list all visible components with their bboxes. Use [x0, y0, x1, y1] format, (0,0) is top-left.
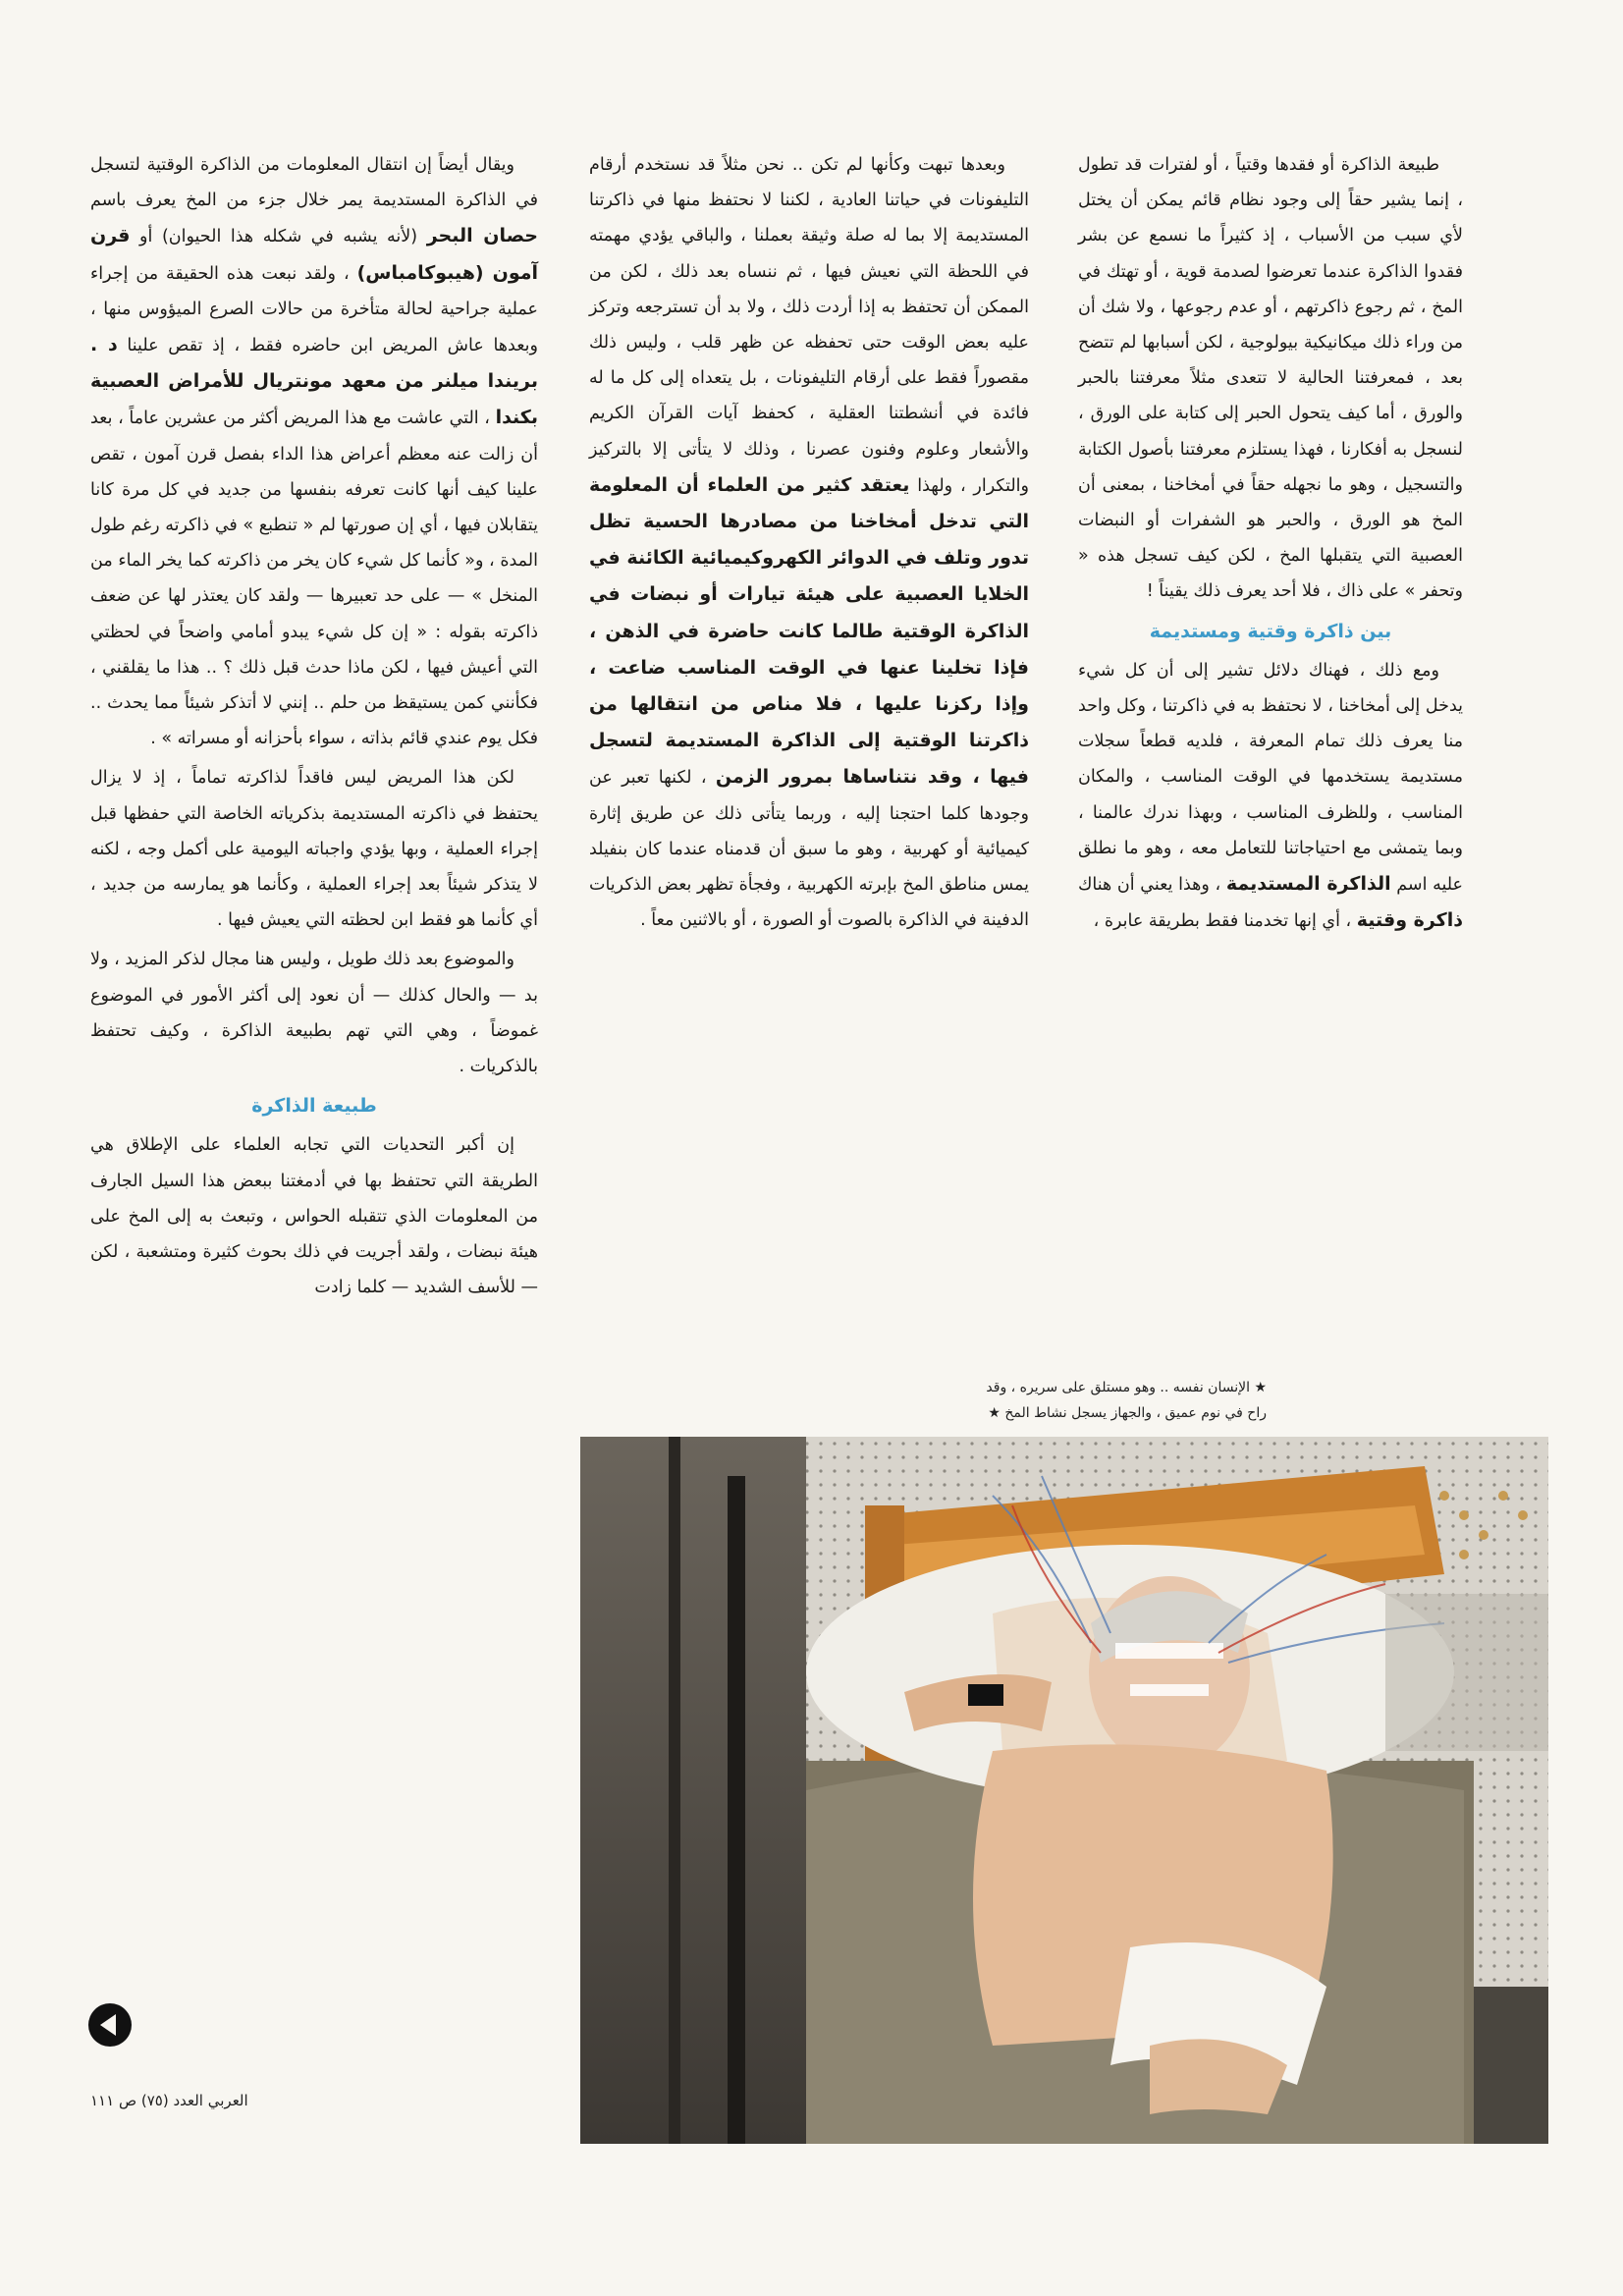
middle-column [589, 147, 1029, 938]
paragraph: ومع ذلك ، فهناك دلائل تشير إلى أن كل شيء يدخل إلى أمخاخنا ، لا نحتفظ به في ذاكرتنا ، وكل واحد منا يعرف ذلك تمام المعرفة ، فلديه قطعاً سجلات مستديمة يستخدمها في الوقت المناسب ، والمكان المناسب ، وللظرف المناسب ، وبهذا ندرك عالمنا ، وبما يتمشى مع احتياجاتنا للتعامل معه ، وهو ما نطلق عليه اسم الذاكرة المستديمة ، وهذا يعني أن هناك ذاكرة وقتية ، أي إنها تخدمنا فقط بطريقة عابرة ، [1078, 660, 1463, 932]
caption-line: راح في نوم عميق ، والجهاز يسجل نشاط المخ ★ [988, 1405, 1267, 1421]
paragraph: لكن هذا المريض ليس فاقداً لذاكرته تماماً ، إذ لا يزال يحتفظ في ذاكرته المستديمة بذكرياته الخاصة التي حفظها قبل إجراء العملية ، وبها يؤدي واجباته اليومية على أكمل وجه ، لكنه لا يتذكر شيئاً بعد إجراء العملية ، وكأنما هو يمارسه من جديد ، أي كأنما هو فقط ابن لحظته التي يعيش فيها . [90, 768, 538, 931]
bold-phrase: الذاكرة المستديمة [1225, 873, 1391, 896]
bold-phrase: ذاكرة وقتية [1356, 909, 1463, 932]
sleeping-patient-photo [580, 1437, 1548, 2144]
bold-phrase: د . بريندا ميلنر من معهد مونتريال للأمراض العصبية بكندا [90, 334, 538, 429]
paragraph: طبيعة الذاكرة أو فقدها وقتياً ، أو لفترات قد تطول ، إنما يشير حقاً إلى وجود نظام قائم يمكن أن يختل لأي سبب من الأسباب ، إذ كثيراً ما نسمع عن بشر فقدوا الذاكرة عندما تعرضوا لصدمة قوية ، أو تهتك في المخ ، ثم رجوع ذاكرتهم ، أو عدم رجوعها ، ولا شك أن من وراء ذلك ميكانيكية بيولوجية ، لكن أسبابها لم تتضح بعد ، فمعرفتنا الحالية لا تتعدى مثلاً معرفتنا بالحبر والورق ، أما كيف يتحول الحبر إلى كتابة على الورق ، لنسجل به أفكارنا ، فهذا يستلزم معرفتنا بأصول الكتابة والتسجيل ، وهو ما نجهله حقاً في أمخاخنا ، بمعنى أن المخ هو الورق ، والحبر هو الشفرات أو النبضات العصبية التي يتقبلها المخ ، لكن كيف تسجل هذه « وتحفر » على ذاك ، فلا أحد يعرف ذلك يقيناً ! [1078, 155, 1463, 602]
paragraph: والموضوع بعد ذلك طويل ، وليس هنا مجال لذكر المزيد ، ولا بد — والحال كذلك — أن نعود إلى أكثر الأمور في الموضوع غموضاً ، وهي التي تهم بطبيعة الذاكرة ، وكيف تحتفظ بالذكريات . [90, 950, 538, 1077]
paragraph: وبعدها تبهت وكأنها لم تكن .. نحن مثلاً قد نستخدم أرقام التليفونات في حياتنا العادية ، لكننا لا نحتفظ منها في ذاكرتنا المستديمة إلا بما له صلة وثيقة بعملنا ، والباقي يؤدي مهمته في اللحظة التي نعيش فيها ، ثم ننساه بعد ذلك ، لكن من الممكن أن تحتفظ به إذا أردت ذلك ، ولا بد أن تسترجعه وتركز عليه بعض الوقت حتى تحفظه عن ظهر قلب ، وليس ذلك مقصوراً فقط على أرقام التليفونات ، بل يتعداه إلى كل ما له فائدة في أنشطتنا العقلية ، كحفظ آيات القرآن الكريم والأشعار وعلوم وفنون عصرنا ، وذلك لا يتأتى إلا بالتركيز والتكرار ، ولهذا يعتقد كثير من العلماء أن المعلومة التي تدخل أمخاخنا من مصادرها الحسية تظل تدور وتلف في الدوائر الكهروكيميائية الكائنة في الخلايا العصبية على هيئة تيارات أو نبضات في الذاكرة الوقتية طالما كانت حاضرة في الذهن ، فإذا تخلينا عنها في الوقت المناسب ضاعت ، وإذا ركزنا عليها ، فلا مناص من انتقالها من ذاكرتنا الوقتية إلى الذاكرة المستديمة لتسجل فيها ، وقد نتناساها بمرور الزمن ، لكنها تعبر عن وجودها كلما احتجنا إليه ، وربما يتأتى ذلك عن طريق إثارة كيميائية أو كهربية ، وهو ما سبق أن قدمناه عندما كان بنفيلد يمس مناطق المخ بإبرته الكهربية ، وفجأة تظهر بعض الذكريات الدفينة في الذاكرة بالصوت أو الصورة ، أو بالاثنين معاً . [589, 155, 1029, 931]
caption-line: ★ الإنسان نفسه .. وهو مستلق على سريره ، وقد [986, 1380, 1267, 1395]
right-column [1078, 147, 1463, 939]
section-heading: بين ذاكرة وقتية ومستديمة [1149, 620, 1392, 642]
section-heading: طبيعة الذاكرة [251, 1095, 377, 1118]
page-arrow-icon [88, 2003, 132, 2047]
paragraph: إن أكبر التحديات التي تجابه العلماء على الإطلاق هي الطريقة التي تحتفظ بها في أدمغتنا ببعض هذا السيل الجارف من المعلومات الذي تتقبله الحواس ، وتبعث به إلى المخ على هيئة نبضات ، ولقد أجريت في ذلك بحوث كثيرة ومتشعبة ، لكن — للأسف الشديد — كلما زادت [90, 1135, 538, 1298]
photo-caption [589, 1375, 1267, 1426]
page-footer: العربي العدد (٧٥) ص ١١١ [90, 2092, 248, 2109]
bold-phrase: قرن آمون (هيبوكامباس) [90, 225, 539, 284]
bold-phrase: يعتقد كثير من العلماء أن المعلومة التي تدخل أمخاخنا من مصادرها الحسية تظل تدور وتلف في الدوائر الكهروكيميائية الكائنة في الخلايا العصبية على هيئة تيارات أو نبضات في الذاكرة الوقتية طالما كانت حاضرة في الذهن ، فإذا تخلينا عنها في الوقت المناسب ضاعت ، وإذا ركزنا عليها ، فلا مناص من انتقالها من ذاكرتنا الوقتية إلى الذاكرة المستديمة لتسجل فيها ، وقد نتناساها بمرور الزمن [589, 473, 1029, 789]
left-column [90, 147, 538, 1306]
bold-phrase: حصان البحر [426, 225, 538, 247]
paragraph: ويقال أيضاً إن انتقال المعلومات من الذاكرة الوقتية لتسجل في الذاكرة المستديمة يمر خلال جزء من المخ يعرف باسم حصان البحر (لأنه يشبه في شكله هذا الحيوان) أو قرن آمون (هيبوكامباس) ، ولقد نبعت هذه الحقيقة من إجراء عملية جراحية لحالة متأخرة من حالات الصرع الميؤوس منها ، وبعدها عاش المريض ابن حاضره فقط ، إذ تقص علينا د . بريندا ميلنر من معهد مونتريال للأمراض العصبية بكندا ، التي عاشت مع هذا المريض أكثر من عشرين عاماً ، بعد أن زالت عنه معظم أعراض هذا الداء بفصل قرن آمون ، تقص علينا كيف أنها كانت تعرفه بنفسها من جديد في كل مرة كانا يتقابلان فيها ، أي إن صورتها لم « تنطبع » في ذاكرته رغم طول المدة ، و« كأنما كل شيء كان يخر من ذاكرته كما يخر الماء من المنخل » — على حد تعبيرها — ولقد كان يعتذر لها عن ضعف ذاكرته بقوله : « إن كل شيء يبدو أمامي واضحاً في لحظتي التي أعيش فيها ، لكن ماذا حدث قبل ذلك ؟ .. هذا ما يقلقني ، فكأنني كمن يستيقظ من حلم .. إنني لا أتذكر شيئاً مما يحدث .. فكل يوم عندي قائم بذاته ، سواء بأحزانه أو مسراته » . [90, 155, 539, 749]
